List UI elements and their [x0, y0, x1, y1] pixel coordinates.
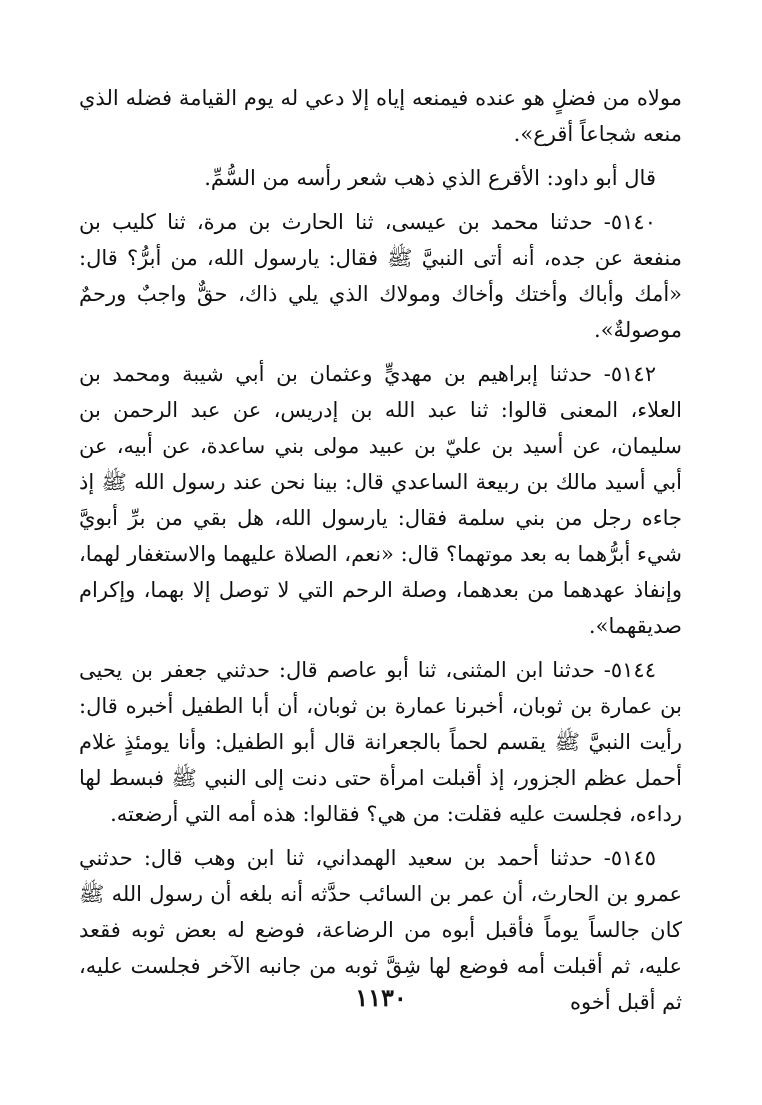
paragraph-note-abu-dawud: قال أبو داود: الأقرع الذي ذهب شعر رأسه من السُّمِّ.	[204, 166, 656, 190]
paragraph-hadith-5140: ٥١٤٠- حدثنا محمد بن عيسى، ثنا الحارث بن مرة، ثنا كليب بن منفعة عن جده، أنه أتى النبيَّ ﷺ فقال: يارسول الله، من أبرُّ؟ قال: «أمك وأباك وأختك وأخاك ومولاك الذي يلي ذاك، حقٌّ واجبٌ ورحمٌ موصولةٌ».	[79, 210, 682, 342]
paragraph-hadith-5142: ٥١٤٢- حدثنا إبراهيم بن مهديٍّ وعثمان بن أبي شيبة ومحمد بن العلاء، المعنى قالوا: ثنا عبد الله بن إدريس، عن عبد الرحمن بن سليمان، عن أسيد بن عليّ بن عبيد مولى بني ساعدة، عن أبيه، عن أبي أسيد مالك بن ربيعة الساعدي قال: بينا نحن عند رسول الله ﷺ إذ جاءه رجل من بني سلمة فقال: يارسول الله، هل بقي من برِّ أبويَّ شيء أبرُّهما به بعد موتهما؟ قال: «نعم، الصلاة عليهما والاستغفار لهما، وإنفاذ عهدهما من بعدهما، وصلة الرحم التي لا توصل إلا بهما، وإكرام صديقهما».	[79, 362, 682, 638]
page-number: ١١٣٠	[355, 983, 407, 1012]
paragraph-hadith-5145: ٥١٤٥- حدثنا أحمد بن سعيد الهمداني، ثنا ابن وهب قال: حدثني عمرو بن الحارث، أن عمر بن السائب حدَّثه أنه بلغه أن رسول الله ﷺ كان جالساً يوماً فأقبل أبوه من الرضاعة، فوضع له بعض ثوبه فقعد عليه، ثم أقبلت أمه فوضع لها شِقَّ ثوبه من جانبه الآخر فجلست عليه، ثم أقبل أخوه	[79, 846, 682, 1014]
paragraph-continuation: مولاه من فضلٍ هو عنده فيمنعه إياه إلا دعي له يوم القيامة فضله الذي منعه شجاعاً أقرع».	[79, 86, 682, 146]
paragraph-hadith-5144: ٥١٤٤- حدثنا ابن المثنى، ثنا أبو عاصم قال: حدثني جعفر بن يحيى بن عمارة بن ثوبان، أخبرنا عمارة بن ثوبان، أن أبا الطفيل أخبره قال: رأيت النبيَّ ﷺ يقسم لحماً بالجعرانة قال أبو الطفيل: وأنا يومئذٍ غلام أحمل عظم الجزور، إذ أقبلت امرأة حتى دنت إلى النبي ﷺ فبسط لها رداءه، فجلست عليه فقلت: من هي؟ فقالوا: هذه أمه التي أرضعته.	[79, 658, 682, 826]
body-text	[79, 80, 682, 1028]
